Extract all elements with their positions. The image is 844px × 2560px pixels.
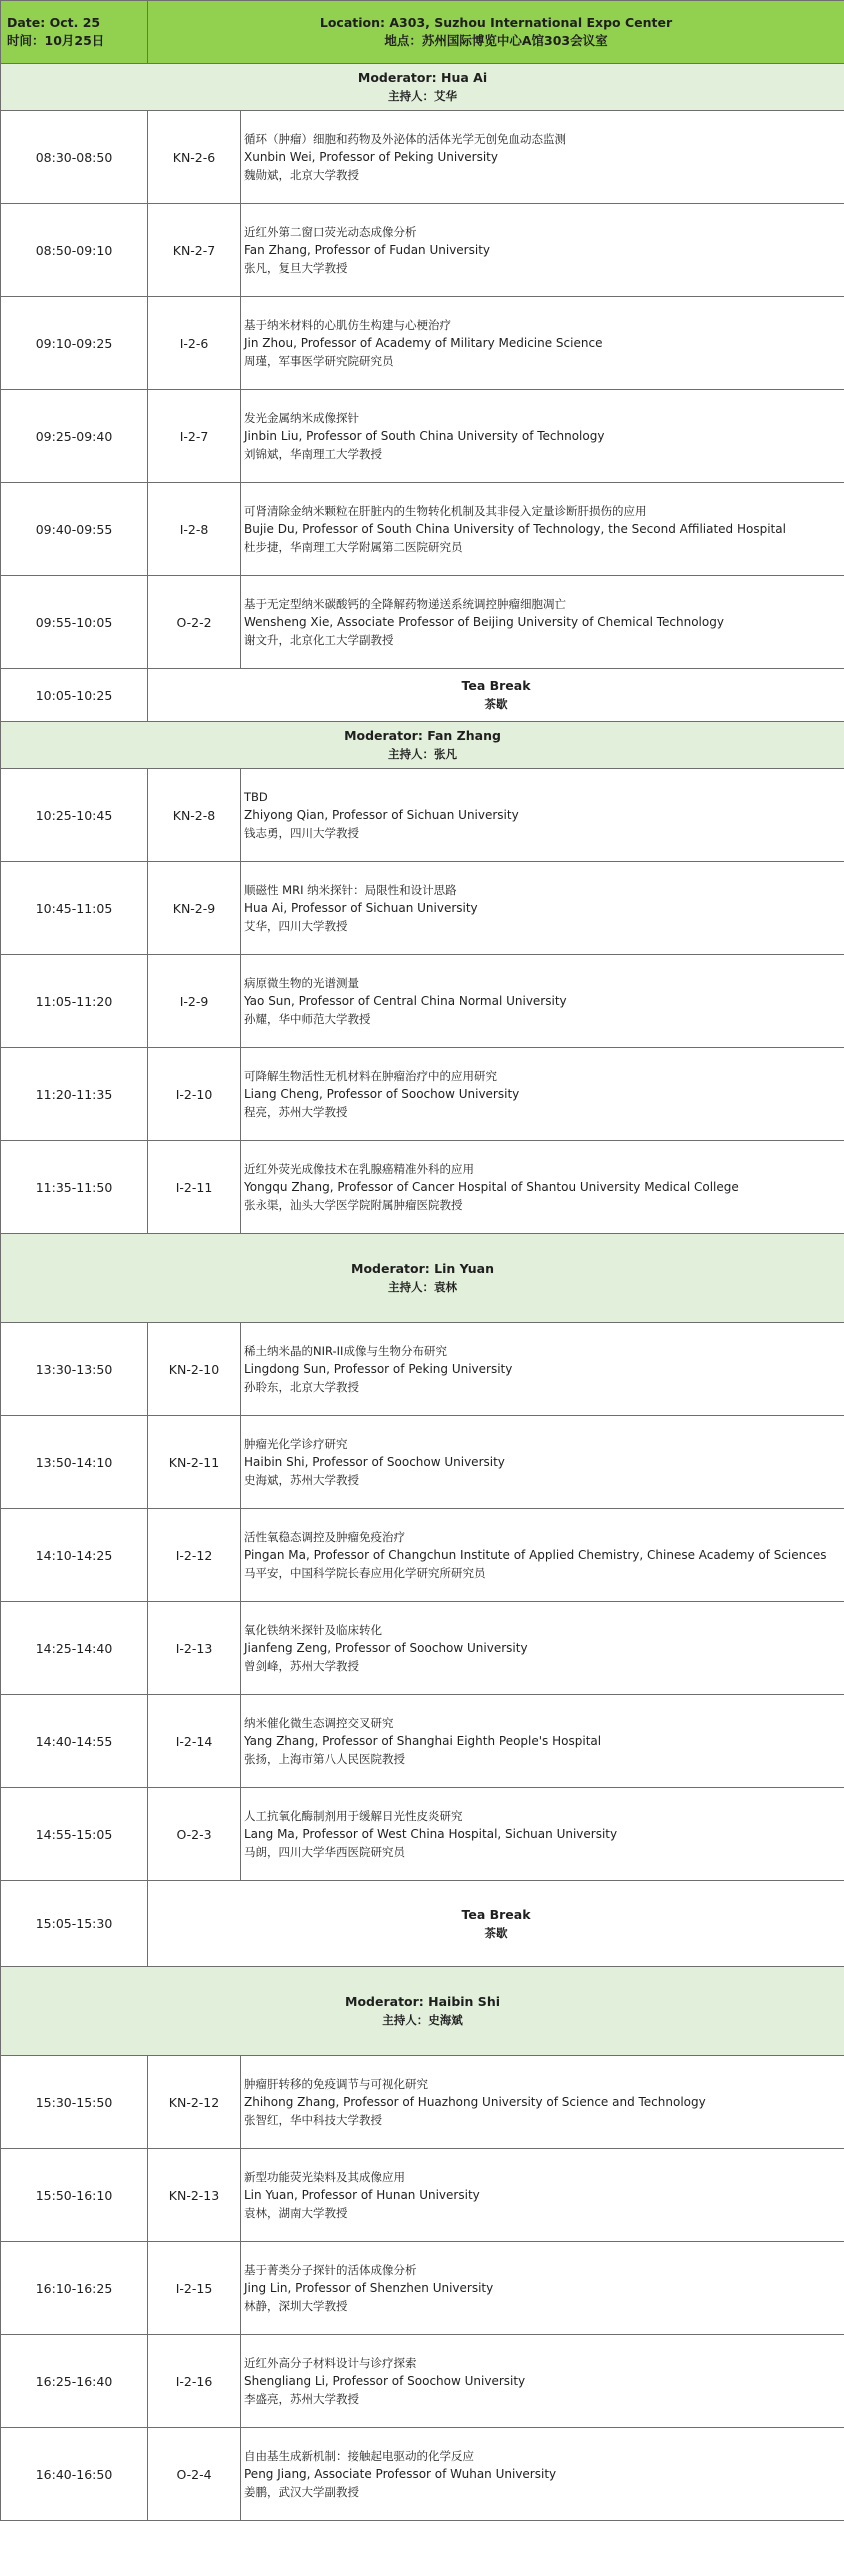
header-row (1, 1, 844, 64)
speaker-zh: 林静，深圳大学教授 (244, 2299, 348, 2313)
moderator-cell (1, 1967, 844, 2056)
speaker-en: Wensheng Xie, Associate Professor of Beijing University of Chemical Technology (244, 615, 724, 629)
session-time: 08:30-08:50 (1, 111, 148, 204)
speaker-en: Zhiyong Qian, Professor of Sichuan University (244, 808, 519, 822)
speaker-zh: 杜步捷，华南理工大学附属第二医院研究员 (244, 540, 463, 554)
date-zh: 时间：10月25日 (7, 33, 105, 48)
speaker-en: Jianfeng Zeng, Professor of Soochow University (244, 1641, 528, 1655)
date-cell (1, 1, 148, 64)
speaker-zh: 孙聆东，北京大学教授 (244, 1380, 359, 1394)
talk-title: 病原微生物的光谱测量 (244, 976, 359, 990)
speaker-en: Pingan Ma, Professor of Changchun Institute of Applied Chemistry, Chinese Academy of Sciences (244, 1548, 827, 1562)
location-en: Location: A303, Suzhou International Expo Center (319, 15, 673, 30)
talk-title: 活性氧稳态调控及肿瘤免疫治疗 (244, 1530, 405, 1544)
moderator-row (1, 1967, 844, 2056)
moderator-en: Moderator: Fan Zhang (344, 728, 501, 743)
talk-title: 近红外第二窗口荧光动态成像分析 (244, 225, 417, 239)
break-label-cell (148, 669, 844, 722)
location-zh: 地点：苏州国际博览中心A馆303会议室 (384, 33, 608, 48)
session-code: KN-2-6 (148, 111, 241, 204)
session-time: 10:45-11:05 (1, 862, 148, 955)
session-details (241, 1602, 844, 1695)
session-time: 09:10-09:25 (1, 297, 148, 390)
speaker-zh: 魏勋斌，北京大学教授 (244, 168, 359, 182)
session-time: 11:20-11:35 (1, 1048, 148, 1141)
session-details (241, 1048, 844, 1141)
session-code: I-2-9 (148, 955, 241, 1048)
session-details (241, 576, 844, 669)
speaker-zh: 刘锦斌，华南理工大学教授 (244, 447, 382, 461)
session-code: KN-2-13 (148, 2149, 241, 2242)
speaker-en: Liang Cheng, Professor of Soochow University (244, 1087, 520, 1101)
session-row (1, 1141, 844, 1234)
session-details (241, 111, 844, 204)
moderator-en: Moderator: Haibin Shi (345, 1994, 500, 2009)
talk-title: 肿瘤光化学诊疗研究 (244, 1437, 348, 1451)
speaker-en: Lang Ma, Professor of West China Hospital, Sichuan University (244, 1827, 618, 1841)
speaker-zh: 马朗，四川大学华西医院研究员 (244, 1845, 405, 1859)
speaker-en: Yao Sun, Professor of Central China Normal University (244, 994, 567, 1008)
session-row (1, 1695, 844, 1788)
talk-title: 顺磁性 MRI 纳米探针：局限性和设计思路 (244, 883, 457, 897)
session-details (241, 2056, 844, 2149)
session-row (1, 1509, 844, 1602)
moderator-row (1, 722, 844, 769)
speaker-zh: 程亮，苏州大学教授 (244, 1105, 348, 1119)
session-time: 15:50-16:10 (1, 2149, 148, 2242)
session-code: KN-2-9 (148, 862, 241, 955)
break-time: 10:05-10:25 (1, 669, 148, 722)
moderator-zh: 主持人：史海斌 (382, 2013, 463, 2027)
speaker-en: Haibin Shi, Professor of Soochow University (244, 1455, 505, 1469)
speaker-zh: 李盛亮，苏州大学教授 (244, 2392, 359, 2406)
talk-title: 人工抗氧化酶制剂用于缓解日光性皮炎研究 (244, 1809, 463, 1823)
talk-title: 近红外高分子材料设计与诊疗探索 (244, 2356, 417, 2370)
talk-title: 纳米催化微生态调控交叉研究 (244, 1716, 394, 1730)
break-time: 15:05-15:30 (1, 1881, 148, 1967)
session-details (241, 390, 844, 483)
session-code: KN-2-10 (148, 1323, 241, 1416)
speaker-en: Jinbin Liu, Professor of South China University of Technology (244, 429, 605, 443)
session-code: O-2-3 (148, 1788, 241, 1881)
session-code: KN-2-11 (148, 1416, 241, 1509)
session-code: I-2-8 (148, 483, 241, 576)
speaker-en: Hua Ai, Professor of Sichuan University (244, 901, 478, 915)
session-time: 14:40-14:55 (1, 1695, 148, 1788)
session-row (1, 483, 844, 576)
session-row (1, 862, 844, 955)
speaker-zh: 张永渠，汕头大学医学院附属肿瘤医院教授 (244, 1198, 463, 1212)
session-time: 08:50-09:10 (1, 204, 148, 297)
session-time: 14:10-14:25 (1, 1509, 148, 1602)
session-details (241, 1416, 844, 1509)
session-time: 13:50-14:10 (1, 1416, 148, 1509)
session-time: 14:55-15:05 (1, 1788, 148, 1881)
talk-title: 可肾清除金纳米颗粒在肝脏内的生物转化机制及其非侵入定量诊断肝损伤的应用 (244, 504, 647, 518)
speaker-en: Zhihong Zhang, Professor of Huazhong University of Science and Technology (244, 2095, 706, 2109)
session-time: 10:25-10:45 (1, 769, 148, 862)
session-details (241, 297, 844, 390)
speaker-en: Yang Zhang, Professor of Shanghai Eighth People's Hospital (244, 1734, 602, 1748)
speaker-en: Peng Jiang, Associate Professor of Wuhan University (244, 2467, 557, 2481)
session-row (1, 576, 844, 669)
session-row (1, 2056, 844, 2149)
session-details (241, 2428, 844, 2521)
moderator-en: Moderator: Lin Yuan (351, 1261, 495, 1276)
moderator-cell (1, 1234, 844, 1323)
session-details (241, 1695, 844, 1788)
session-time: 11:35-11:50 (1, 1141, 148, 1234)
session-code: I-2-13 (148, 1602, 241, 1695)
speaker-zh: 曾剑峰，苏州大学教授 (244, 1659, 359, 1673)
session-row (1, 769, 844, 862)
session-code: I-2-12 (148, 1509, 241, 1602)
session-details (241, 955, 844, 1048)
session-time: 16:10-16:25 (1, 2242, 148, 2335)
session-details (241, 1141, 844, 1234)
moderator-cell (1, 722, 844, 769)
session-row (1, 2428, 844, 2521)
session-details (241, 862, 844, 955)
speaker-zh: 钱志勇，四川大学教授 (244, 826, 359, 840)
session-code: O-2-2 (148, 576, 241, 669)
speaker-en: Shengliang Li, Professor of Soochow University (244, 2374, 526, 2388)
speaker-zh: 周瑾，军事医学研究院研究员 (244, 354, 394, 368)
moderator-en: Moderator: Hua Ai (357, 70, 488, 85)
session-details (241, 2335, 844, 2428)
speaker-en: Jing Lin, Professor of Shenzhen University (244, 2281, 494, 2295)
session-code: O-2-4 (148, 2428, 241, 2521)
session-time: 09:40-09:55 (1, 483, 148, 576)
break-label-en: Tea Break (461, 678, 531, 693)
moderator-row (1, 64, 844, 111)
talk-title: 循环（肿瘤）细胞和药物及外泌体的活体光学无创免血动态监测 (244, 132, 566, 146)
session-row (1, 111, 844, 204)
session-code: KN-2-8 (148, 769, 241, 862)
session-row (1, 1323, 844, 1416)
session-details (241, 483, 844, 576)
talk-title: 近红外荧光成像技术在乳腺癌精准外科的应用 (244, 1162, 474, 1176)
session-row (1, 2149, 844, 2242)
session-code: I-2-10 (148, 1048, 241, 1141)
speaker-en: Fan Zhang, Professor of Fudan University (244, 243, 490, 257)
speaker-zh: 姜鹏，武汉大学副教授 (244, 2485, 359, 2499)
session-code: I-2-16 (148, 2335, 241, 2428)
talk-title: 稀土纳米晶的NIR-II成像与生物分布研究 (244, 1344, 447, 1358)
speaker-zh: 张凡，复旦大学教授 (244, 261, 348, 275)
session-row (1, 2242, 844, 2335)
session-row (1, 1048, 844, 1141)
moderator-cell (1, 64, 844, 111)
moderator-zh: 主持人：袁林 (388, 1280, 457, 1294)
session-details (241, 2242, 844, 2335)
talk-title: 可降解生物活性无机材料在肿瘤治疗中的应用研究 (244, 1069, 497, 1083)
session-details (241, 769, 844, 862)
talk-title: 新型功能荧光染料及其成像应用 (244, 2170, 405, 2184)
break-label-cell (148, 1881, 844, 1967)
speaker-zh: 张扬，上海市第八人民医院教授 (244, 1752, 405, 1766)
session-code: KN-2-7 (148, 204, 241, 297)
session-details (241, 1509, 844, 1602)
moderator-zh: 主持人：张凡 (388, 747, 457, 761)
talk-title: 自由基生成新机制：接触起电驱动的化学反应 (244, 2449, 474, 2463)
session-details (241, 204, 844, 297)
session-details (241, 1323, 844, 1416)
session-code: I-2-11 (148, 1141, 241, 1234)
tea-break-row (1, 669, 844, 722)
session-details (241, 1788, 844, 1881)
speaker-en: Lin Yuan, Professor of Hunan University (244, 2188, 480, 2202)
talk-title: 肿瘤肝转移的免疫调节与可视化研究 (244, 2077, 428, 2091)
session-time: 13:30-13:50 (1, 1323, 148, 1416)
tea-break-row (1, 1881, 844, 1967)
session-row (1, 390, 844, 483)
session-time: 11:05-11:20 (1, 955, 148, 1048)
break-label-zh: 茶歇 (484, 697, 508, 711)
moderator-row (1, 1234, 844, 1323)
speaker-zh: 袁林，湖南大学教授 (244, 2206, 348, 2220)
session-time: 16:40-16:50 (1, 2428, 148, 2521)
session-time: 09:55-10:05 (1, 576, 148, 669)
session-code: I-2-6 (148, 297, 241, 390)
speaker-en: Xunbin Wei, Professor of Peking University (244, 150, 498, 164)
speaker-zh: 史海斌，苏州大学教授 (244, 1473, 359, 1487)
session-code: I-2-7 (148, 390, 241, 483)
moderator-zh: 主持人：艾华 (388, 89, 457, 103)
session-time: 16:25-16:40 (1, 2335, 148, 2428)
speaker-zh: 马平安，中国科学院长春应用化学研究所研究员 (244, 1566, 486, 1580)
session-row (1, 297, 844, 390)
session-row (1, 1602, 844, 1695)
session-time: 14:25-14:40 (1, 1602, 148, 1695)
talk-title: 基于纳米材料的心肌仿生构建与心梗治疗 (244, 318, 451, 332)
session-code: KN-2-12 (148, 2056, 241, 2149)
break-label-en: Tea Break (461, 1906, 531, 1922)
speaker-en: Lingdong Sun, Professor of Peking University (244, 1362, 513, 1376)
session-code: I-2-14 (148, 1695, 241, 1788)
speaker-en: Yongqu Zhang, Professor of Cancer Hospital of Shantou University Medical College (244, 1180, 739, 1194)
session-details (241, 2149, 844, 2242)
session-time: 15:30-15:50 (1, 2056, 148, 2149)
session-row (1, 1416, 844, 1509)
location-cell (148, 1, 844, 64)
session-time: 09:25-09:40 (1, 390, 148, 483)
break-label-zh: 茶歇 (484, 1925, 508, 1940)
session-row (1, 955, 844, 1048)
speaker-zh: 孙耀，华中师范大学教授 (244, 1012, 371, 1026)
speaker-en: Bujie Du, Professor of South China University of Technology, the Second Affiliated Hospital (244, 522, 786, 536)
speaker-zh: 艾华，四川大学教授 (244, 919, 348, 933)
talk-title: 基于无定型纳米碳酸钙的全降解药物递送系统调控肿瘤细胞凋亡 (244, 597, 566, 611)
session-code: I-2-15 (148, 2242, 241, 2335)
session-row (1, 2335, 844, 2428)
session-row (1, 1788, 844, 1881)
speaker-zh: 张智红，华中科技大学教授 (244, 2113, 382, 2127)
talk-title: 氧化铁纳米探针及临床转化 (244, 1623, 382, 1637)
talk-title: TBD (244, 790, 268, 804)
talk-title: 基于菁类分子探针的活体成像分析 (244, 2263, 417, 2277)
session-row (1, 204, 844, 297)
talk-title: 发光金属纳米成像探针 (244, 411, 359, 425)
speaker-en: Jin Zhou, Professor of Academy of Military Medicine Science (244, 336, 603, 350)
speaker-zh: 谢文升，北京化工大学副教授 (244, 633, 394, 647)
date-en: Date: Oct. 25 (7, 15, 101, 30)
